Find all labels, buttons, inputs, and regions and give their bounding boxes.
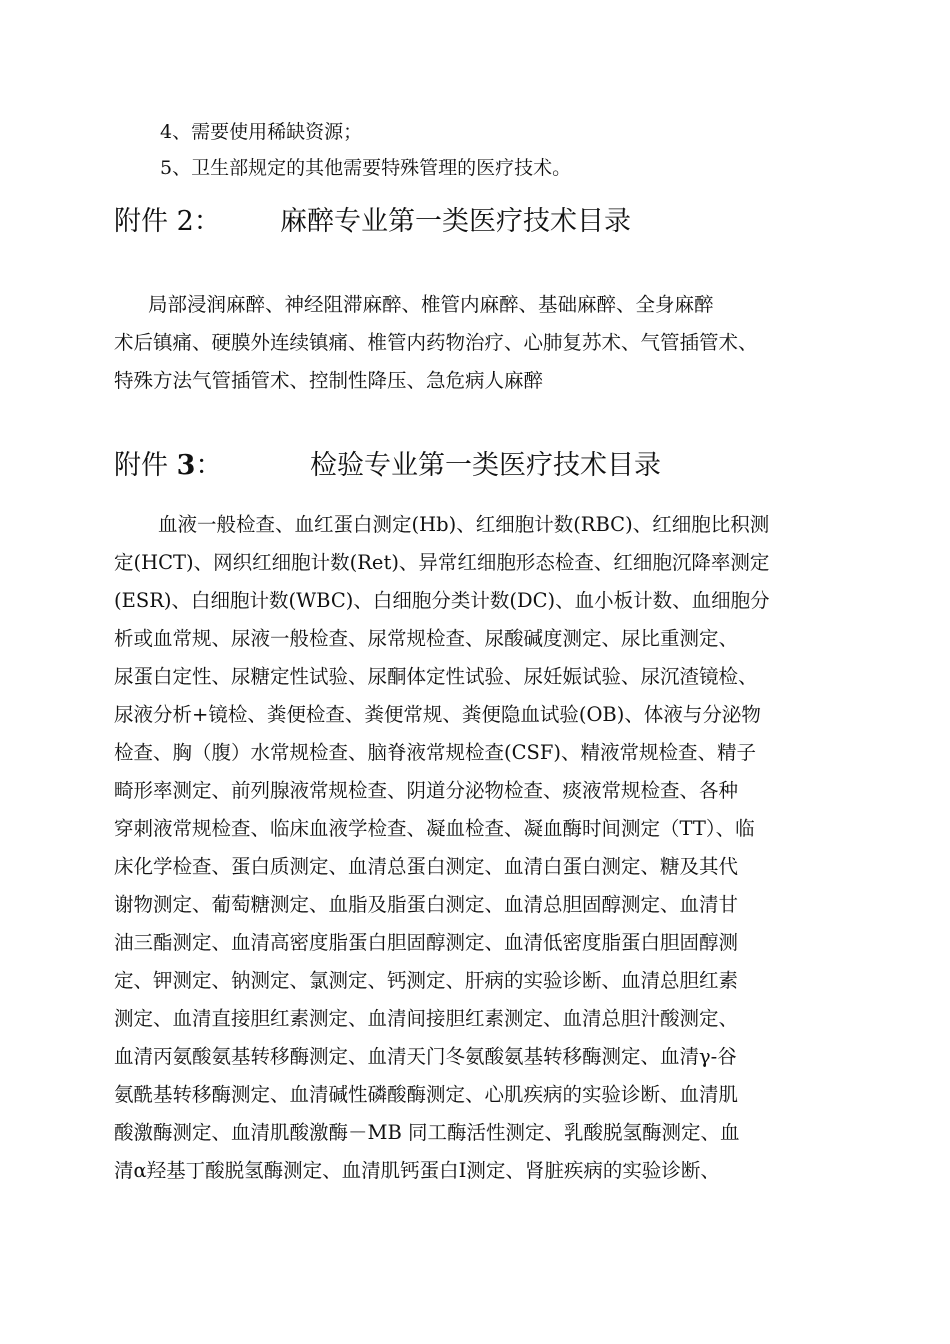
annex3-line: 酸激酶测定、血清肌酸激酶－MB 同工酶活性测定、乳酸脱氢酶测定、血 — [114, 1121, 740, 1144]
annex3-line: (ESR)、白细胞计数(WBC)、白细胞分类计数(DC)、血小板计数、血细胞分 — [114, 589, 770, 612]
annex2-label: 附件 2： — [114, 206, 221, 237]
annex3-line: 检查、胸（腹）水常规检查、脑脊液常规检查(CSF)、精液常规检查、精子 — [114, 741, 757, 764]
annex3-line: 血清丙氨酸氨基转移酶测定、血清天门冬氨酸氨基转移酶测定、血清γ-谷 — [114, 1045, 737, 1068]
annex3-line: 血液一般检查、血红蛋白测定(Hb)、红细胞计数(RBC)、红细胞比积测 — [158, 513, 770, 536]
annex3-line: 床化学检查、蛋白质测定、血清总蛋白测定、血清白蛋白测定、糖及其代 — [114, 855, 739, 878]
list-item-5: 5、卫生部规定的其他需要特殊管理的医疗技术。 — [160, 157, 572, 179]
annex3-line: 氨酰基转移酶测定、血清碱性磷酸酶测定、心肌疾病的实验诊断、血清肌 — [114, 1083, 739, 1106]
annex3-title: 检验专业第一类医疗技术目录 — [310, 450, 661, 481]
annex2-heading — [114, 204, 631, 240]
annex3-line: 油三酯测定、血清高密度脂蛋白胆固醇测定、血清低密度脂蛋白胆固醇测 — [114, 931, 739, 954]
annex3-label-suffix: ： — [195, 450, 223, 481]
annex3-label — [114, 448, 222, 484]
annex2-line: 局部浸润麻醉、神经阻滞麻醉、椎管内麻醉、基础麻醉、全身麻醉 — [148, 293, 714, 316]
annex3-line: 谢物测定、葡萄糖测定、血脂及脂蛋白测定、血清总胆固醇测定、血清甘 — [114, 893, 739, 916]
annex3-line: 定(HCT)、网织红细胞计数(Ret)、异常红细胞形态检查、红细胞沉降率测定 — [114, 551, 770, 574]
annex3-line: 穿刺液常规检查、临床血液学检查、凝血检查、凝血酶时间测定（TT）、临 — [114, 817, 755, 840]
annex3-label-number: 3 — [176, 450, 196, 481]
annex2-line: 特殊方法气管插管术、控制性降压、急危病人麻醉 — [114, 369, 544, 392]
annex3-line: 尿蛋白定性、尿糖定性试验、尿酮体定性试验、尿妊娠试验、尿沉渣镜检、 — [114, 665, 758, 688]
list-item-4: 4、需要使用稀缺资源； — [160, 121, 363, 143]
annex3-line: 析或血常规、尿液一般检查、尿常规检查、尿酸碱度测定、尿比重测定、 — [114, 627, 739, 650]
annex3-line: 尿液分析+镜检、粪便检查、粪便常规、粪便隐血试验(OB)、体液与分泌物 — [114, 703, 761, 726]
annex3-line: 清α羟基丁酸脱氢酶测定、血清肌钙蛋白Ⅰ测定、肾脏疾病的实验诊断、 — [114, 1159, 720, 1182]
annex3-line: 测定、血清直接胆红素测定、血清间接胆红素测定、血清总胆汁酸测定、 — [114, 1007, 739, 1030]
annex3-line: 畸形率测定、前列腺液常规检查、阴道分泌物检查、痰液常规检查、各种 — [114, 779, 739, 802]
annex2-body — [114, 286, 838, 400]
annex3-heading — [114, 448, 661, 484]
annex3-label-prefix: 附件 — [114, 450, 177, 481]
annex3-line: 定、钾测定、钠测定、氯测定、钙测定、肝病的实验诊断、血清总胆红素 — [114, 969, 739, 992]
annex3-body — [114, 506, 838, 1190]
annex2-line: 术后镇痛、硬膜外连续镇痛、椎管内药物治疗、心肺复苏术、气管插管术、 — [114, 331, 758, 354]
annex2-title: 麻醉专业第一类医疗技术目录 — [280, 206, 631, 237]
